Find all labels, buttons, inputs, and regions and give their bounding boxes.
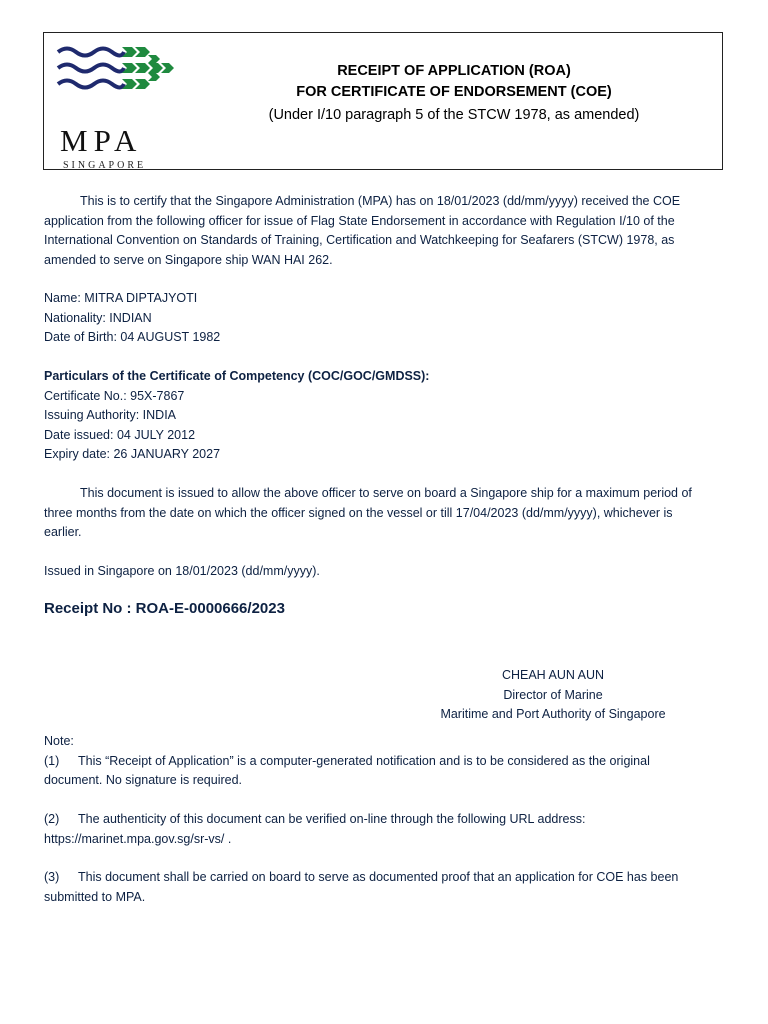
coc-date-issued: Date issued: 04 JULY 2012 <box>44 427 196 442</box>
signatory-org: Maritime and Port Authority of Singapore <box>440 707 666 721</box>
validity-line: earlier. <box>44 525 82 539</box>
officer-details <box>44 289 724 348</box>
officer-dob: Date of Birth: 04 AUGUST 1982 <box>44 330 221 344</box>
intro-line: This is to certify that the Singapore Administration (MPA) has on 18/01/2023 (dd/mm/yyyy) received the COE <box>80 194 681 208</box>
title-line-1: RECEIPT OF APPLICATION (ROA) <box>337 63 571 79</box>
note-2 <box>44 810 724 849</box>
signatory-name: CHEAH AUN AUN <box>501 668 605 682</box>
signatory-block <box>420 666 686 725</box>
mpa-wave-emblem-icon <box>56 43 181 105</box>
document-title <box>204 61 704 127</box>
intro-line: application from the following officer for issue of Flag State Endorsement in accordance with Regulation I/10 of the <box>44 213 675 228</box>
receipt-number: Receipt No : ROA-E-0000666/2023 <box>44 600 285 617</box>
mpa-logo <box>56 43 186 171</box>
officer-name: Name: MITRA DIPTAJYOTI <box>44 291 198 305</box>
note-text: submitted to MPA. <box>44 889 146 904</box>
coc-details <box>44 367 724 465</box>
coc-authority: Issuing Authority: INDIA <box>44 408 177 422</box>
validity-paragraph <box>44 484 724 543</box>
intro-paragraph <box>44 192 724 270</box>
officer-nationality: Nationality: INDIAN <box>44 310 152 325</box>
coc-cert-no: Certificate No.: 95X-7867 <box>44 388 185 403</box>
note-text: document. No signature is required. <box>44 773 243 787</box>
issued-statement: Issued in Singapore on 18/01/2023 (dd/mm/yyyy). <box>44 564 320 578</box>
title-line-3: (Under I/10 paragraph 5 of the STCW 1978, as amended) <box>268 107 640 123</box>
note-2-line <box>44 810 724 830</box>
note-number: (2) <box>44 812 60 826</box>
verification-url: https://marinet.mpa.gov.sg/sr-vs/ . <box>44 831 232 846</box>
note-1 <box>44 752 724 772</box>
note-number: (1) <box>44 753 60 768</box>
title-line-2: FOR CERTIFICATE OF ENDORSEMENT (COE) <box>296 84 612 100</box>
notes-heading: Note: <box>44 734 74 748</box>
signatory-title: Director of Marine <box>503 687 603 702</box>
logo-text: MPA <box>60 123 143 158</box>
notes-section <box>44 732 724 791</box>
note-number: (3) <box>44 870 60 884</box>
note-3-line <box>44 868 724 888</box>
note-text: The authenticity of this document can be verified on-line through the following URL address: <box>78 812 586 826</box>
intro-line: International Convention on Standards of Training, Certification and Watchkeeping for Seafarers (STCW) 1978, as <box>44 233 675 247</box>
note-3 <box>44 868 724 907</box>
header-box <box>43 32 723 170</box>
note-text: This “Receipt of Application” is a computer-generated notification and is to be considered as the original <box>78 753 650 768</box>
intro-line: amended to serve on Singapore ship WAN HAI 262. <box>44 252 333 267</box>
validity-line: three months from the date on which the officer signed on the vessel or till 17/04/2023 (dd/mm/yyyy), whichever is <box>44 505 673 520</box>
coc-expiry: Expiry date: 26 JANUARY 2027 <box>44 447 221 461</box>
validity-line: This document is issued to allow the above officer to serve on board a Singapore ship for a maximum period of <box>80 486 692 500</box>
note-text: This document shall be carried on board to serve as documented proof that an application for COE has been <box>78 870 679 884</box>
logo-subtext: SINGAPORE <box>63 160 147 171</box>
coc-heading: Particulars of the Certificate of Competency (COC/GOC/GMDSS): <box>44 369 430 383</box>
